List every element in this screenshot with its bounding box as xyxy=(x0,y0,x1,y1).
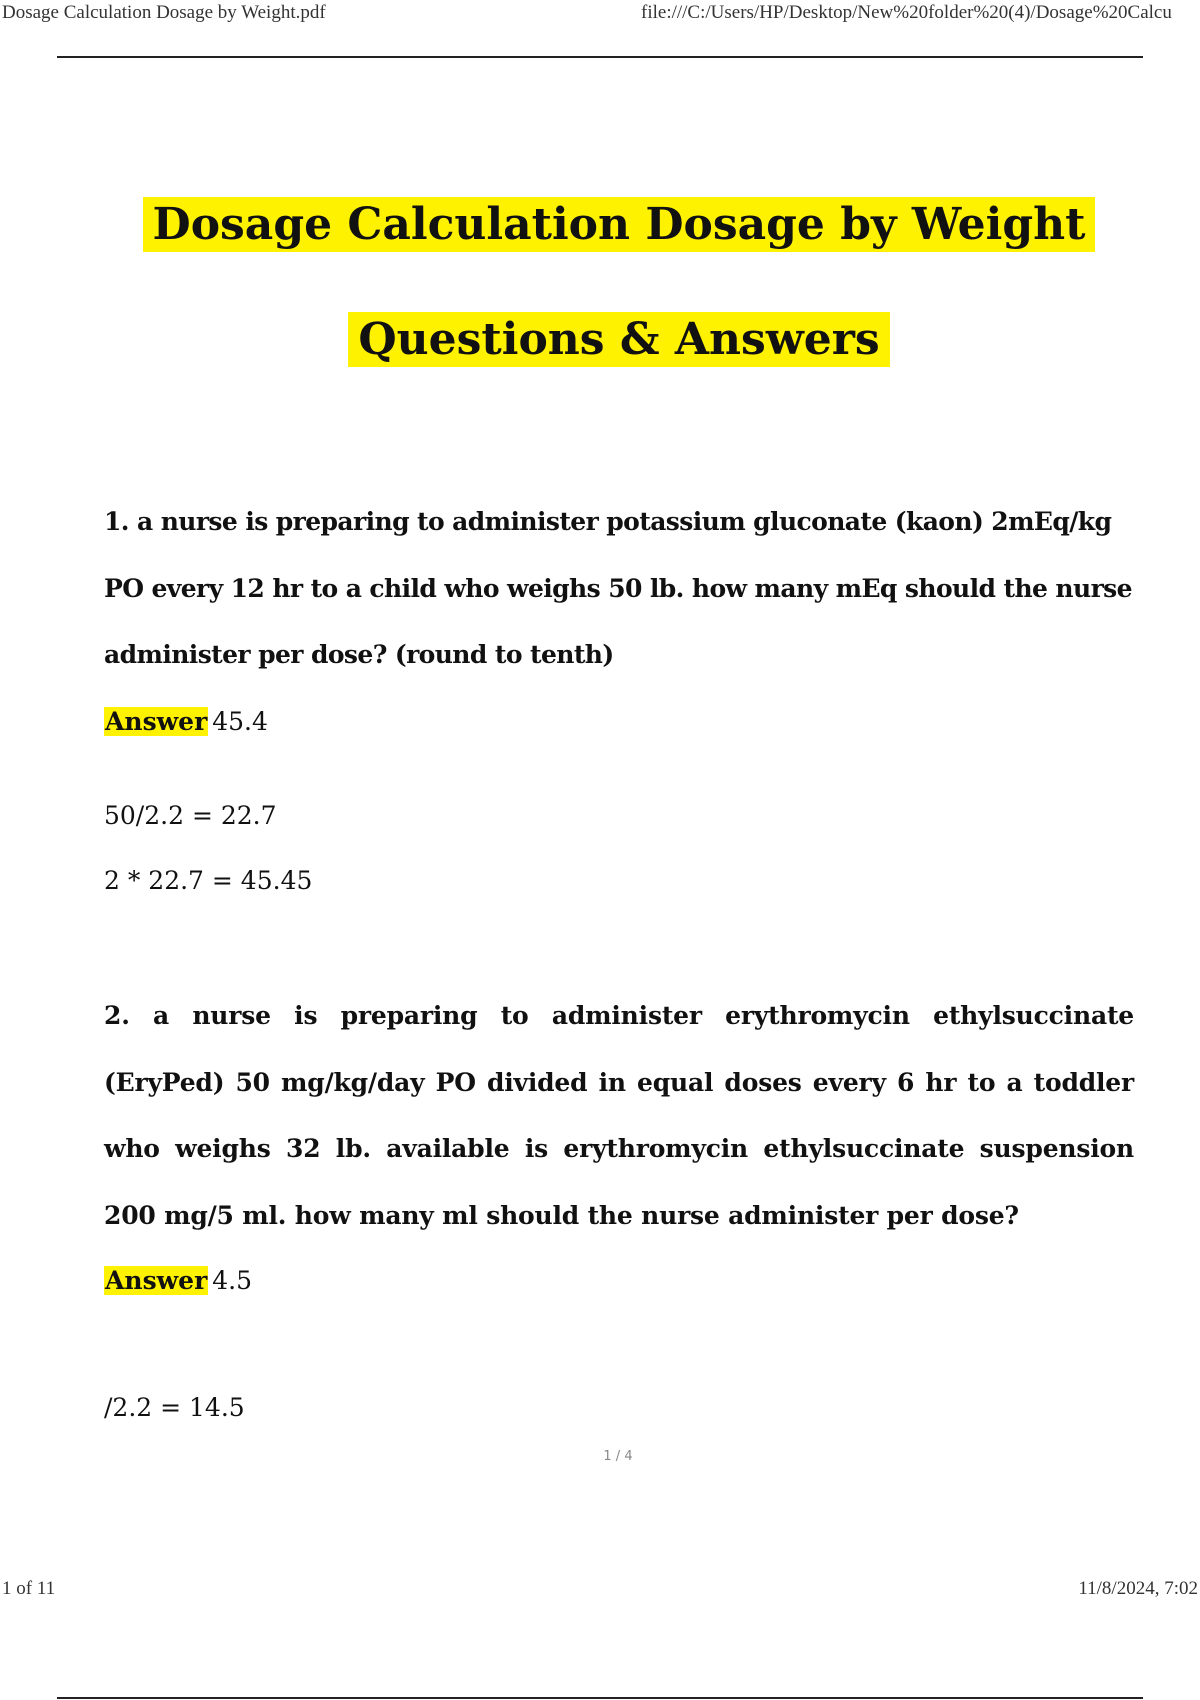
footer-divider xyxy=(57,1697,1143,1699)
answer-label: Answer xyxy=(105,1266,208,1295)
answer-value: 4.5 xyxy=(212,1266,253,1295)
question-1-text: 1. a nurse is preparing to administer potassium gluconate (kaon) 2mEq/kg PO every 12 hr to a child who weighs 50 lb. how many mEq should the nurse administer per dose? (round to tenth) xyxy=(104,507,1132,669)
question-1-work-line-1: 50/2.2 = 22.7 xyxy=(104,801,277,830)
question-2-work-line-1: /2.2 = 14.5 xyxy=(104,1393,245,1422)
question-1-work-line-2: 2 * 22.7 = 45.45 xyxy=(104,866,313,895)
answer-value: 45.4 xyxy=(212,707,268,736)
document-title xyxy=(0,197,1200,253)
question-1-answer xyxy=(104,705,268,739)
question-2 xyxy=(104,983,1134,1249)
header-divider xyxy=(57,56,1143,58)
question-1 xyxy=(104,489,1134,689)
print-footer-page-count: 1 of 11 xyxy=(2,1578,56,1599)
print-footer-datetime: 11/8/2024, 7:02 xyxy=(1078,1578,1198,1599)
document-title-line-2: Questions & Answers xyxy=(348,312,889,367)
print-header-url: file:///C:/Users/HP/Desktop/New%20folder%20(4)/Dosage%20Calcu xyxy=(641,2,1172,23)
question-2-text: 2. a nurse is preparing to administer erythromycin ethylsuccinate (EryPed) 50 mg/kg/day PO divided in equal doses every 6 hr to a toddler who weighs 32 lb. available is erythromycin ethylsuccinate suspension 200 mg/5 ml. how many ml should the nurse administer per dose? xyxy=(104,1001,1134,1230)
document-title-line-1: Dosage Calculation Dosage by Weight xyxy=(143,197,1096,252)
page-indicator: 1 / 4 xyxy=(603,1449,633,1464)
print-header-filename: Dosage Calculation Dosage by Weight.pdf xyxy=(2,2,326,23)
question-2-answer xyxy=(104,1264,252,1298)
answer-label: Answer xyxy=(105,707,208,736)
document-subtitle xyxy=(0,312,1200,368)
